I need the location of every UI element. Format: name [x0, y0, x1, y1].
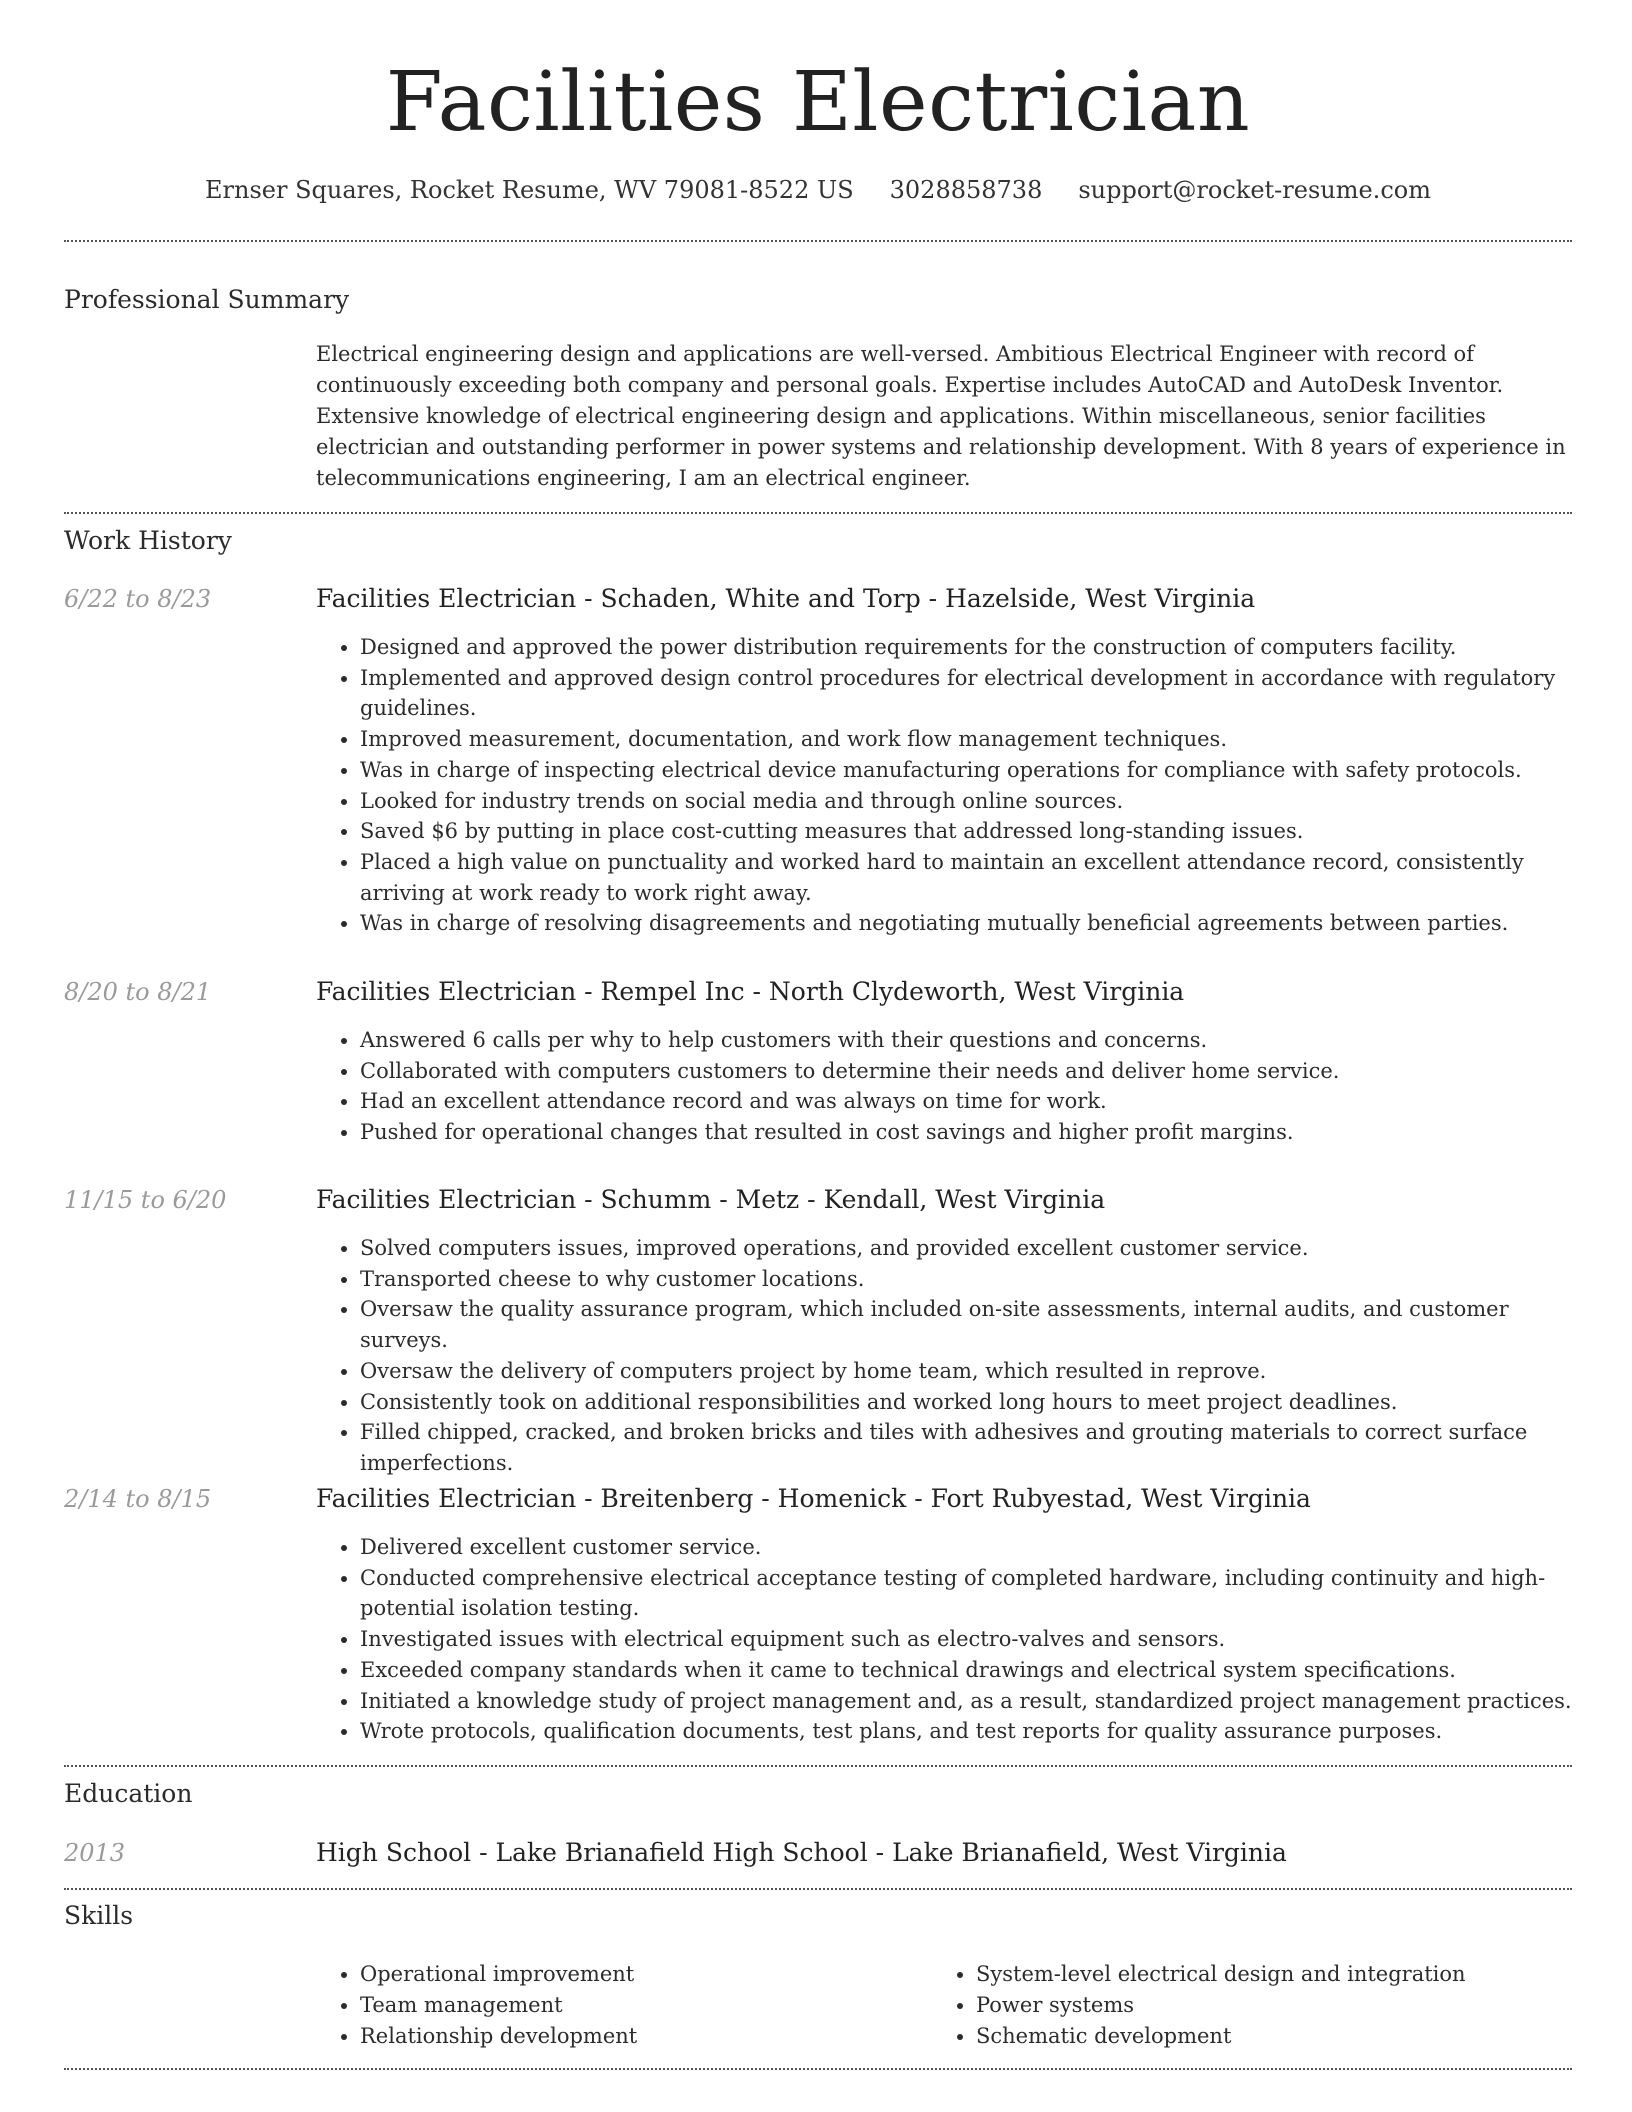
divider [64, 240, 1572, 242]
job-bullets [316, 632, 1572, 939]
section-title-summary: Professional Summary [64, 285, 350, 314]
list-item: • Transported cheese to why customer locations. [360, 1264, 1572, 1295]
contact-address: Ernser Squares, Rocket Resume, WV 79081-8522 US [205, 176, 854, 204]
list-item: • Implemented and approved design control procedures for electrical development in accordance with regulatory guidelines. [360, 663, 1572, 724]
job-dates: 11/15 to 6/20 [64, 1186, 227, 1214]
skills-list-left [316, 1959, 916, 2052]
list-item: • Answered 6 calls per why to help customers with their questions and concerns. [360, 1025, 1572, 1056]
list-item: • Consistently took on additional responsibilities and worked long hours to meet project deadlines. [360, 1387, 1572, 1418]
list-item: • Pushed for operational changes that resulted in cost savings and higher profit margins. [360, 1117, 1572, 1148]
list-item: • Filled chipped, cracked, and broken bricks and tiles with adhesives and grouting materials to correct surface imperfections. [360, 1417, 1572, 1478]
education-year: 2013 [64, 1839, 126, 1867]
job-dates: 8/20 to 8/21 [64, 978, 212, 1006]
job-title: Facilities Electrician - Schaden, White and Torp - Hazelside, West Virginia [316, 584, 1256, 613]
list-item: • Oversaw the delivery of computers project by home team, which resulted in reprove. [360, 1356, 1572, 1387]
education-entry: High School - Lake Brianafield High School - Lake Brianafield, West Virginia [316, 1838, 1287, 1867]
section-title-work: Work History [64, 526, 232, 555]
skill-item: • System-level electrical design and integration [976, 1959, 1532, 1990]
divider [64, 512, 1572, 514]
list-item: • Delivered excellent customer service. [360, 1532, 1572, 1563]
divider [64, 1765, 1572, 1767]
list-item: • Wrote protocols, qualification documents, test plans, and test reports for quality assurance purposes. [360, 1716, 1572, 1747]
list-item: • Initiated a knowledge study of project management and, as a result, standardized project management practices. [360, 1686, 1572, 1717]
skills-list-right [932, 1959, 1532, 2052]
list-item: • Was in charge of inspecting electrical device manufacturing operations for compliance with safety protocols. [360, 755, 1572, 786]
list-item: • Collaborated with computers customers to determine their needs and deliver home service. [360, 1056, 1572, 1087]
skill-item: • Operational improvement [360, 1959, 916, 1990]
list-item: • Solved computers issues, improved operations, and provided excellent customer service. [360, 1233, 1572, 1264]
skill-item: • Schematic development [976, 2021, 1532, 2052]
list-item: • Was in charge of resolving disagreements and negotiating mutually beneficial agreements between parties. [360, 908, 1572, 939]
list-item: • Looked for industry trends on social media and through online sources. [360, 786, 1572, 817]
job-bullets [316, 1025, 1572, 1148]
skill-item: • Relationship development [360, 2021, 916, 2052]
job-bullets [316, 1532, 1572, 1747]
contact-email[interactable]: support@rocket-resume.com [1078, 176, 1431, 204]
contact-phone: 3028858738 [889, 176, 1043, 204]
list-item: • Improved measurement, documentation, and work flow management techniques. [360, 724, 1572, 755]
list-item: • Oversaw the quality assurance program, which included on-site assessments, internal audits, and customer surveys. [360, 1294, 1572, 1355]
list-item: • Conducted comprehensive electrical acceptance testing of completed hardware, including continuity and high-potential isolation testing. [360, 1563, 1572, 1624]
candidate-name: Facilities Electrician [385, 55, 1251, 150]
summary-text: Electrical engineering design and applications are well-versed. Ambitious Electrical Engineer with record of continuously exceeding both company and personal goals. Expertise includes AutoCAD and AutoDesk Inventor. Extensive knowledge of electrical engineering design and applications. Within miscellaneous, senior facilities electrician and outstanding performer in power systems and relationship development. With 8 years of experience in telecommunications engineering, I am an electrical engineer. [316, 342, 1566, 490]
list-item: • Exceeded company standards when it came to technical drawings and electrical system specifications. [360, 1655, 1572, 1686]
list-item: • Designed and approved the power distribution requirements for the construction of computers facility. [360, 632, 1572, 663]
list-item: • Placed a high value on punctuality and worked hard to maintain an excellent attendance record, consistently arriving at work ready to work right away. [360, 847, 1572, 908]
job-bullets [316, 1233, 1572, 1479]
contact-line [64, 168, 1572, 212]
divider [64, 1888, 1572, 1890]
divider [64, 2068, 1572, 2070]
skill-item: • Team management [360, 1990, 916, 2021]
list-item: • Investigated issues with electrical equipment such as electro-valves and sensors. [360, 1624, 1572, 1655]
section-title-education: Education [64, 1779, 193, 1808]
job-dates: 2/14 to 8/15 [64, 1485, 212, 1513]
job-title: Facilities Electrician - Rempel Inc - North Clydeworth, West Virginia [316, 977, 1185, 1006]
list-item: • Saved $6 by putting in place cost-cutting measures that addressed long-standing issues. [360, 816, 1572, 847]
list-item: • Had an excellent attendance record and was always on time for work. [360, 1086, 1572, 1117]
job-dates: 6/22 to 8/23 [64, 585, 212, 613]
section-title-skills: Skills [64, 1901, 134, 1930]
job-title: Facilities Electrician - Breitenberg - Homenick - Fort Rubyestad, West Virginia [316, 1484, 1311, 1513]
skill-item: • Power systems [976, 1990, 1532, 2021]
job-title: Facilities Electrician - Schumm - Metz - Kendall, West Virginia [316, 1185, 1106, 1214]
